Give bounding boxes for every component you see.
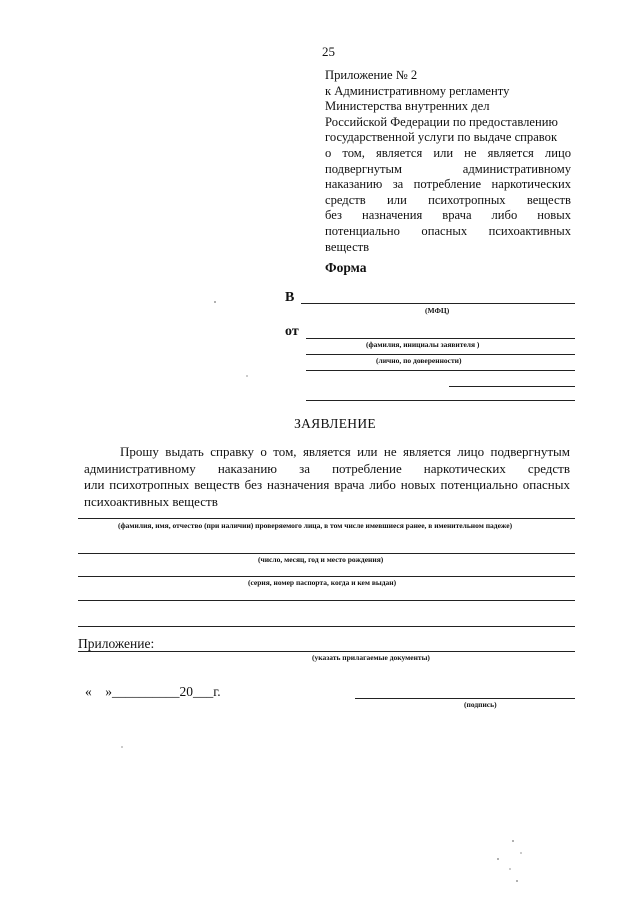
signature-line[interactable]	[355, 698, 575, 699]
body-line: психоактивных веществ	[84, 493, 218, 509]
from-label: от	[285, 324, 299, 339]
to-caption: (МФЦ)	[425, 306, 450, 315]
attachment-label: Приложение:	[78, 636, 155, 651]
appendix-line: Министерства внутренних дел	[325, 99, 490, 114]
scan-speck	[509, 868, 511, 870]
from-field-line-2[interactable]	[306, 354, 575, 355]
appendix-line: без назначения врача либо новых	[325, 208, 571, 223]
body-line: административному наказанию за потребление наркотических средств	[84, 460, 570, 476]
appendix-line: Приложение № 2	[325, 68, 418, 82]
form-label: Форма	[325, 260, 367, 275]
passport-line[interactable]	[78, 600, 575, 601]
extra-line-2[interactable]	[449, 386, 575, 387]
application-body	[84, 444, 570, 510]
signature-caption: (подпись)	[464, 700, 497, 709]
appendix-line: наказанию за потребление наркотических	[325, 177, 571, 192]
date-field[interactable]: « »__________20___г.	[85, 684, 221, 699]
scan-speck	[121, 746, 123, 748]
passport-line-2[interactable]	[78, 626, 575, 627]
body-line: Прошу выдать справку о том, является или не является лицо подвергнутым	[120, 444, 570, 459]
birth-caption: (число, месяц, год и место рождения)	[258, 555, 384, 564]
scan-speck	[516, 880, 518, 882]
attachment-caption: (указать прилагаемые документы)	[312, 653, 430, 662]
to-field-line[interactable]	[301, 303, 575, 304]
document-title-text: ЗАЯВЛЕНИЕ	[294, 416, 376, 431]
birth-line[interactable]	[78, 576, 575, 577]
scan-speck	[497, 858, 499, 860]
attachment-line[interactable]	[78, 651, 575, 652]
extra-line-3[interactable]	[306, 400, 575, 401]
appendix-line: подвергнутым административному	[325, 161, 571, 176]
appendix-line: потенциально опасных психоактивных	[325, 223, 571, 238]
appendix-header	[325, 68, 571, 255]
appendix-line: государственной услуги по выдаче справок	[325, 130, 558, 145]
appendix-line: веществ	[325, 239, 370, 254]
person-name-line-2[interactable]	[78, 553, 575, 554]
appendix-line: о том, является или не является лицо	[325, 145, 571, 160]
document-title	[0, 416, 640, 432]
scan-speck	[214, 301, 216, 303]
to-label: В	[285, 290, 295, 305]
scan-speck	[520, 852, 522, 854]
from-caption: (фамилия, инициалы заявителя )	[366, 340, 480, 349]
body-line: или психотропных веществ без назначения врача либо новых потенциально опасных	[84, 477, 570, 492]
scan-speck	[246, 375, 248, 377]
basis-caption: (лично, по доверенности)	[376, 356, 462, 365]
from-field-line[interactable]	[306, 338, 575, 339]
appendix-line: средств или психотропных веществ	[325, 192, 571, 207]
passport-caption: (серия, номер паспорта, когда и кем выдан)	[248, 578, 397, 587]
page-number: 25	[322, 44, 335, 59]
extra-line-1[interactable]	[306, 370, 575, 371]
person-name-caption: (фамилия, имя, отчество (при наличии) проверяемого лица, в том числе имевшиеся ранее, в именительном падеже)	[118, 521, 513, 530]
scan-speck	[512, 840, 514, 842]
appendix-line: к Административному регламенту	[325, 83, 510, 98]
appendix-line: Российской Федерации по предоставлению	[325, 114, 558, 129]
person-name-line[interactable]	[78, 518, 575, 519]
